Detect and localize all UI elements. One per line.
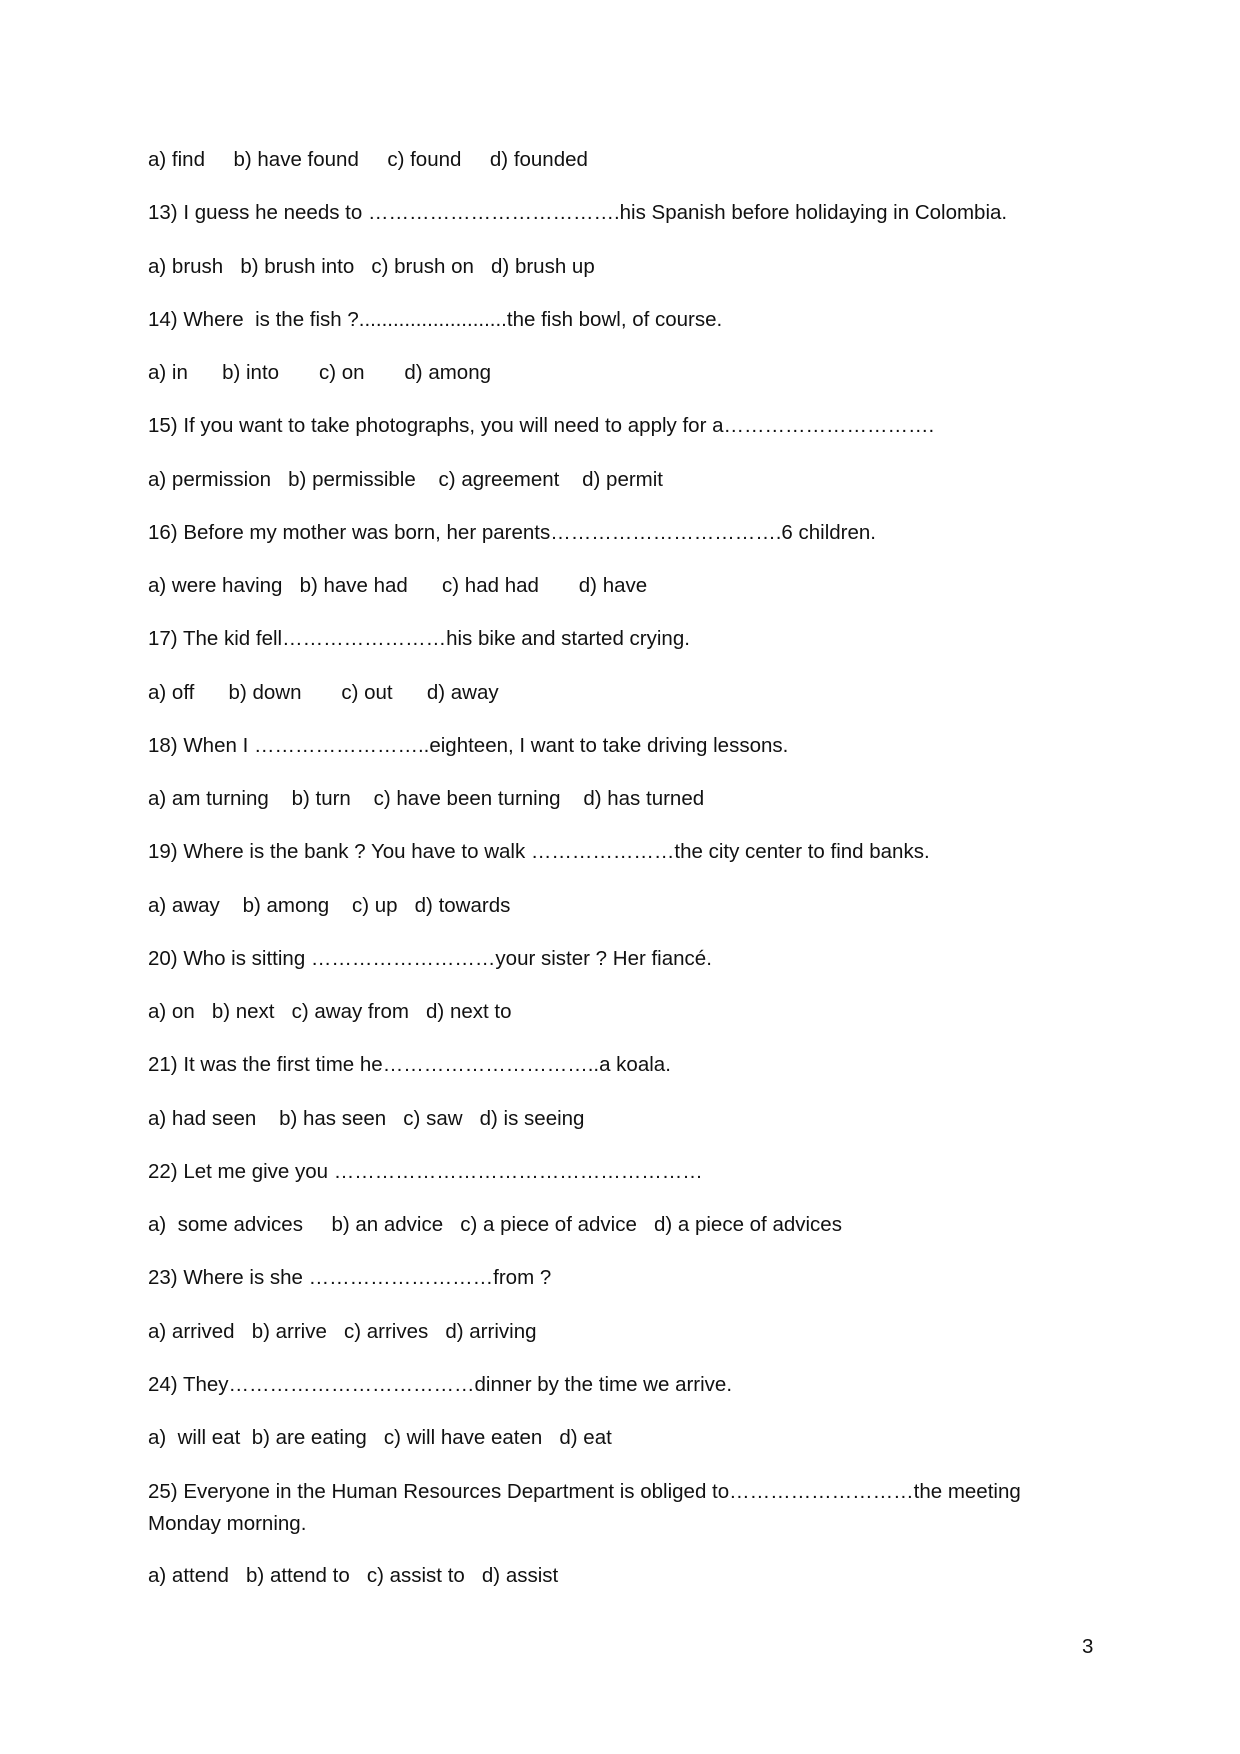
options-line-25 <box>148 1561 1093 1591</box>
option-b: b) down <box>228 680 302 704</box>
options-line-21 <box>148 1104 1093 1134</box>
question-14: 14) Where is the fish ?..........................the fish bowl, of course. <box>148 307 723 331</box>
option-c: c) on <box>318 361 365 384</box>
option-d: d) arriving <box>445 1319 537 1343</box>
option-c: c) away from <box>291 1000 409 1023</box>
options-line-13 <box>148 252 1093 282</box>
option-a: a) attend <box>148 1564 229 1588</box>
option-a: a) am turning <box>148 787 269 810</box>
option-b: b) next <box>211 1000 275 1023</box>
options-line-23 <box>148 1317 1093 1347</box>
question-13: 13) I guess he needs to ……………………………….his Spanish before holidaying in Colombia. <box>148 201 1008 225</box>
option-a: a) off <box>148 680 195 704</box>
option-c: c) saw <box>403 1106 463 1130</box>
option-b: b) has seen <box>279 1106 387 1130</box>
question-25: 25) Everyone in the Human Resources Department is obliged to………………………the meeting Monday morning. <box>148 1480 1021 1536</box>
option-c: c) up <box>351 893 398 917</box>
question-17: 17) The kid fell……………………his bike and started crying. <box>148 627 690 651</box>
option-b: b) an advice <box>331 1213 444 1236</box>
question-16: 16) Before my mother was born, her parents…………………………….6 children. <box>148 520 876 544</box>
option-c: c) found <box>387 148 462 171</box>
options-line-17 <box>148 678 1093 708</box>
question-21: 21) It was the first time he…………………………..a koala. <box>148 1053 671 1077</box>
option-c: c) arrives <box>343 1319 429 1343</box>
option-d: d) is seeing <box>479 1106 585 1130</box>
option-a: a) find <box>148 148 205 171</box>
options-line-15 <box>148 465 1093 495</box>
options-line-22 <box>148 1210 1093 1240</box>
options-line-12 <box>148 145 1093 175</box>
option-c: c) brush on <box>371 254 474 278</box>
option-b: b) into <box>222 361 280 384</box>
option-b: b) among <box>242 893 330 917</box>
question-15: 15) If you want to take photographs, you will need to apply for a…………………………. <box>148 414 935 438</box>
question-20: 20) Who is sitting ………………………your sister ? Her fiancé. <box>148 946 712 970</box>
option-c: c) out <box>341 680 393 704</box>
option-c: c) agreement <box>438 467 560 491</box>
option-d: d) founded <box>489 148 588 171</box>
question-18: 18) When I ……………………..eighteen, I want to take driving lessons. <box>148 733 789 757</box>
options-line-14 <box>148 358 1093 388</box>
option-c: c) have been turning <box>373 787 561 810</box>
option-c: c) a piece of advice <box>460 1213 637 1236</box>
question-22: 22) Let me give you ……………………………………………… <box>148 1159 703 1183</box>
option-d: d) eat <box>559 1426 612 1449</box>
options-line-16 <box>148 571 1093 601</box>
question-24: 24) They………………………………dinner by the time we arrive. <box>148 1372 733 1396</box>
page-number: 3 <box>1082 1635 1094 1658</box>
option-a: a) away <box>148 893 220 917</box>
option-c: c) had had <box>442 574 539 597</box>
options-line-20 <box>148 997 1093 1027</box>
option-a: a) in <box>148 361 188 384</box>
option-d: d) a piece of advices <box>653 1213 842 1236</box>
option-c: c) assist to <box>366 1564 465 1588</box>
option-a: a) some advices <box>148 1213 303 1236</box>
option-c: c) will have eaten <box>383 1426 543 1449</box>
option-b: b) turn <box>291 787 351 810</box>
options-line-18 <box>148 784 1093 814</box>
option-b: b) have found <box>233 148 359 171</box>
option-a: a) arrived <box>148 1319 235 1343</box>
option-d: d) next to <box>426 1000 512 1023</box>
option-d: d) towards <box>414 893 511 917</box>
option-d: d) assist <box>481 1564 559 1588</box>
option-b: b) attend to <box>246 1564 350 1588</box>
option-d: d) brush up <box>491 254 595 278</box>
option-d: d) permit <box>582 467 664 491</box>
option-d: d) among <box>404 361 491 384</box>
exercise-list <box>148 145 1093 1615</box>
question-19: 19) Where is the bank ? You have to walk …………………the city center to find banks. <box>148 840 930 864</box>
option-a: a) on <box>148 1000 195 1023</box>
option-b: b) are eating <box>251 1426 367 1449</box>
option-d: d) away <box>426 680 499 704</box>
options-line-24 <box>148 1423 1093 1453</box>
option-b: b) arrive <box>251 1319 327 1343</box>
question-23: 23) Where is she ………………………from ? <box>148 1266 552 1290</box>
option-b: b) have had <box>299 574 408 597</box>
option-d: d) has turned <box>583 787 705 810</box>
option-a: a) had seen <box>148 1106 257 1130</box>
option-d: d) have <box>578 574 648 597</box>
option-a: a) were having <box>148 574 283 597</box>
option-b: b) brush into <box>240 254 355 278</box>
option-a: a) permission <box>148 467 272 491</box>
option-a: a) brush <box>148 254 224 278</box>
option-a: a) will eat <box>148 1426 241 1449</box>
options-line-19 <box>148 891 1093 921</box>
option-b: b) permissible <box>288 467 416 491</box>
